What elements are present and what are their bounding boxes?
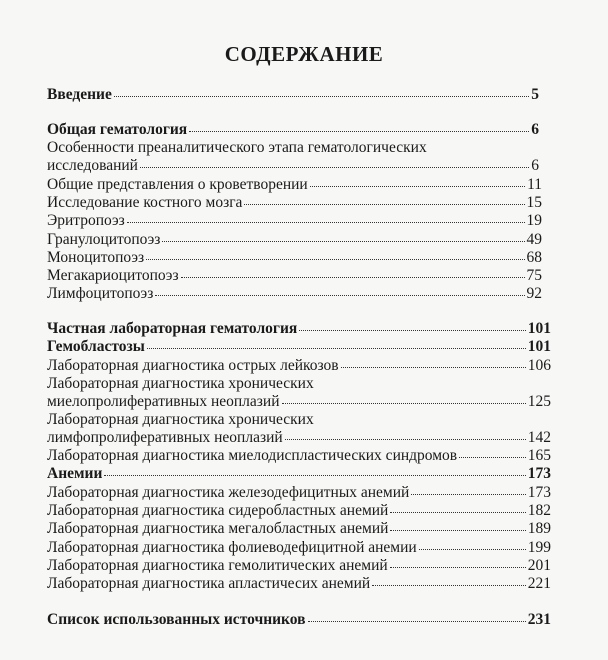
dot-leader [189,131,529,132]
toc-entry-page: 5 [531,86,539,103]
dot-leader [155,295,524,296]
toc-entry-hemoblastoses [47,338,551,356]
toc-entry-lpn [47,429,551,447]
toc-entry-aplastic [47,575,551,593]
toc-entry-sideroblastic [47,502,551,520]
toc-entry-title: Список использованных источников [47,611,306,628]
toc-entry-page: 19 [526,212,542,229]
dot-leader [390,530,525,531]
toc-entry-page: 125 [527,393,551,410]
toc-entry-title: Лабораторная диагностика апластичесих анемий [47,575,371,592]
dot-leader [308,621,526,622]
dot-leader [127,222,525,223]
toc-entry-folate-deficiency [47,539,551,557]
toc-entry-title: Общая гематология [47,121,188,138]
toc-entry-title: исследований [47,157,138,174]
toc-entry-preanalytical [47,157,539,175]
toc-entry-page: 142 [527,429,551,446]
toc-entry-page: 101 [527,338,551,355]
page-title: СОДЕРЖАНИЕ [224,42,384,66]
dot-leader [299,330,525,331]
toc-entry-page: 75 [526,267,542,284]
toc-entry-mpn [47,393,551,411]
toc-entry-title: лимфопролиферативных неоплазий [47,429,283,446]
toc-entry-title: Гранулоцитопоэз [47,231,161,248]
dot-leader [140,167,529,168]
toc-entry-page: 201 [527,557,551,574]
dot-leader [341,367,526,368]
toc-entry-page: 189 [527,520,551,537]
toc-entry-title: Лабораторная диагностика мегалобластных анемий [47,520,389,537]
dot-leader [372,585,526,586]
toc-entry-title: Частная лабораторная гематология [47,320,298,337]
toc-entry-general-hematology [47,121,539,139]
toc-entry-page: 11 [527,176,542,193]
toc-entry-page: 173 [527,484,551,501]
dot-leader [285,439,526,440]
toc-entry-page: 68 [526,249,542,266]
toc-entry-page: 106 [527,357,551,374]
toc-entry-erythropoiesis [47,212,542,230]
toc-entry-title: миелопролиферативных неоплазий [47,393,280,410]
dot-leader [390,512,525,513]
dot-leader [310,186,525,187]
dot-leader [147,348,526,349]
toc-entry-anemias [47,465,551,483]
toc-entry-page: 6 [531,157,539,174]
toc-entry-title: Мегакариоцитопоэз [47,267,179,284]
toc-entry-page: 49 [526,231,542,248]
toc-entry-references [47,611,551,629]
toc-entry-lymphocytopoiesis [47,285,542,303]
dot-leader [244,204,524,205]
toc-entry-page: 101 [527,320,551,337]
toc-entry-page: 15 [526,194,542,211]
toc-entry-title: Лабораторная диагностика гемолитических анемий [47,557,388,574]
toc-entry-title: Введение [47,86,112,103]
toc-entry-title: Лабораторная диагностика сидеробластных анемий [47,502,389,519]
dot-leader [411,494,525,495]
toc-entry-page: 92 [526,285,542,302]
toc-entry-acute-leukemia [47,357,551,375]
dot-leader [181,277,525,278]
toc-entry-preanalytical-line1: Особенности преаналитического этапа гематологических [47,139,427,156]
dot-leader [390,567,526,568]
toc-entry-mds [47,447,551,465]
toc-entry-page: 6 [531,121,539,138]
dot-leader [114,96,529,97]
dot-leader [419,549,526,550]
toc-entry-title: Лабораторная диагностика миелодиспластических синдромов [47,447,458,464]
toc-entry-title: Лабораторная диагностика острых лейкозов [47,357,339,374]
toc-entry-title: Моноцитопоэз [47,249,145,266]
toc-entry-title: Исследование костного мозга [47,194,243,211]
toc-entry-title: Эритропоэз [47,212,125,229]
toc-entry-hemolytic [47,557,551,575]
dot-leader [104,475,525,476]
toc-entry-title: Гемобластозы [47,338,145,355]
toc-entry-title: Общие представления о кроветворении [47,176,308,193]
toc-entry-hematopoiesis [47,176,542,194]
toc-entry-introduction [47,86,539,104]
toc-entry-title: Анемии [47,465,103,482]
toc-entry-granulocytopoiesis [47,231,542,249]
toc-entry-megaloblastic [47,520,551,538]
toc-entry-page: 165 [527,447,551,464]
toc-entry-page: 182 [527,502,551,519]
toc-entry-iron-deficiency [47,484,551,502]
toc-entry-megakaryocytopoiesis [47,267,542,285]
toc-entry-page: 221 [527,575,551,592]
toc-entry-bone-marrow [47,194,542,212]
dot-leader [282,403,526,404]
toc-entry-special-hematology [47,320,551,338]
toc-entry-monocytopoiesis [47,249,542,267]
dot-leader [162,241,524,242]
toc-entry-title: Лимфоцитопоэз [47,285,154,302]
dot-leader [146,259,524,260]
toc-entry-page: 199 [527,539,551,556]
toc-entry-title: Лабораторная диагностика железодефицитных анемий [47,484,410,501]
toc-entry-page: 231 [527,611,551,628]
toc-entry-lpn-line1: Лабораторная диагностика хронических [47,411,314,428]
toc-entry-title: Лабораторная диагностика фолиеводефицитной анемии [47,539,417,556]
toc-entry-page: 173 [527,465,551,482]
toc-entry-mpn-line1: Лабораторная диагностика хронических [47,375,314,392]
dot-leader [459,457,526,458]
